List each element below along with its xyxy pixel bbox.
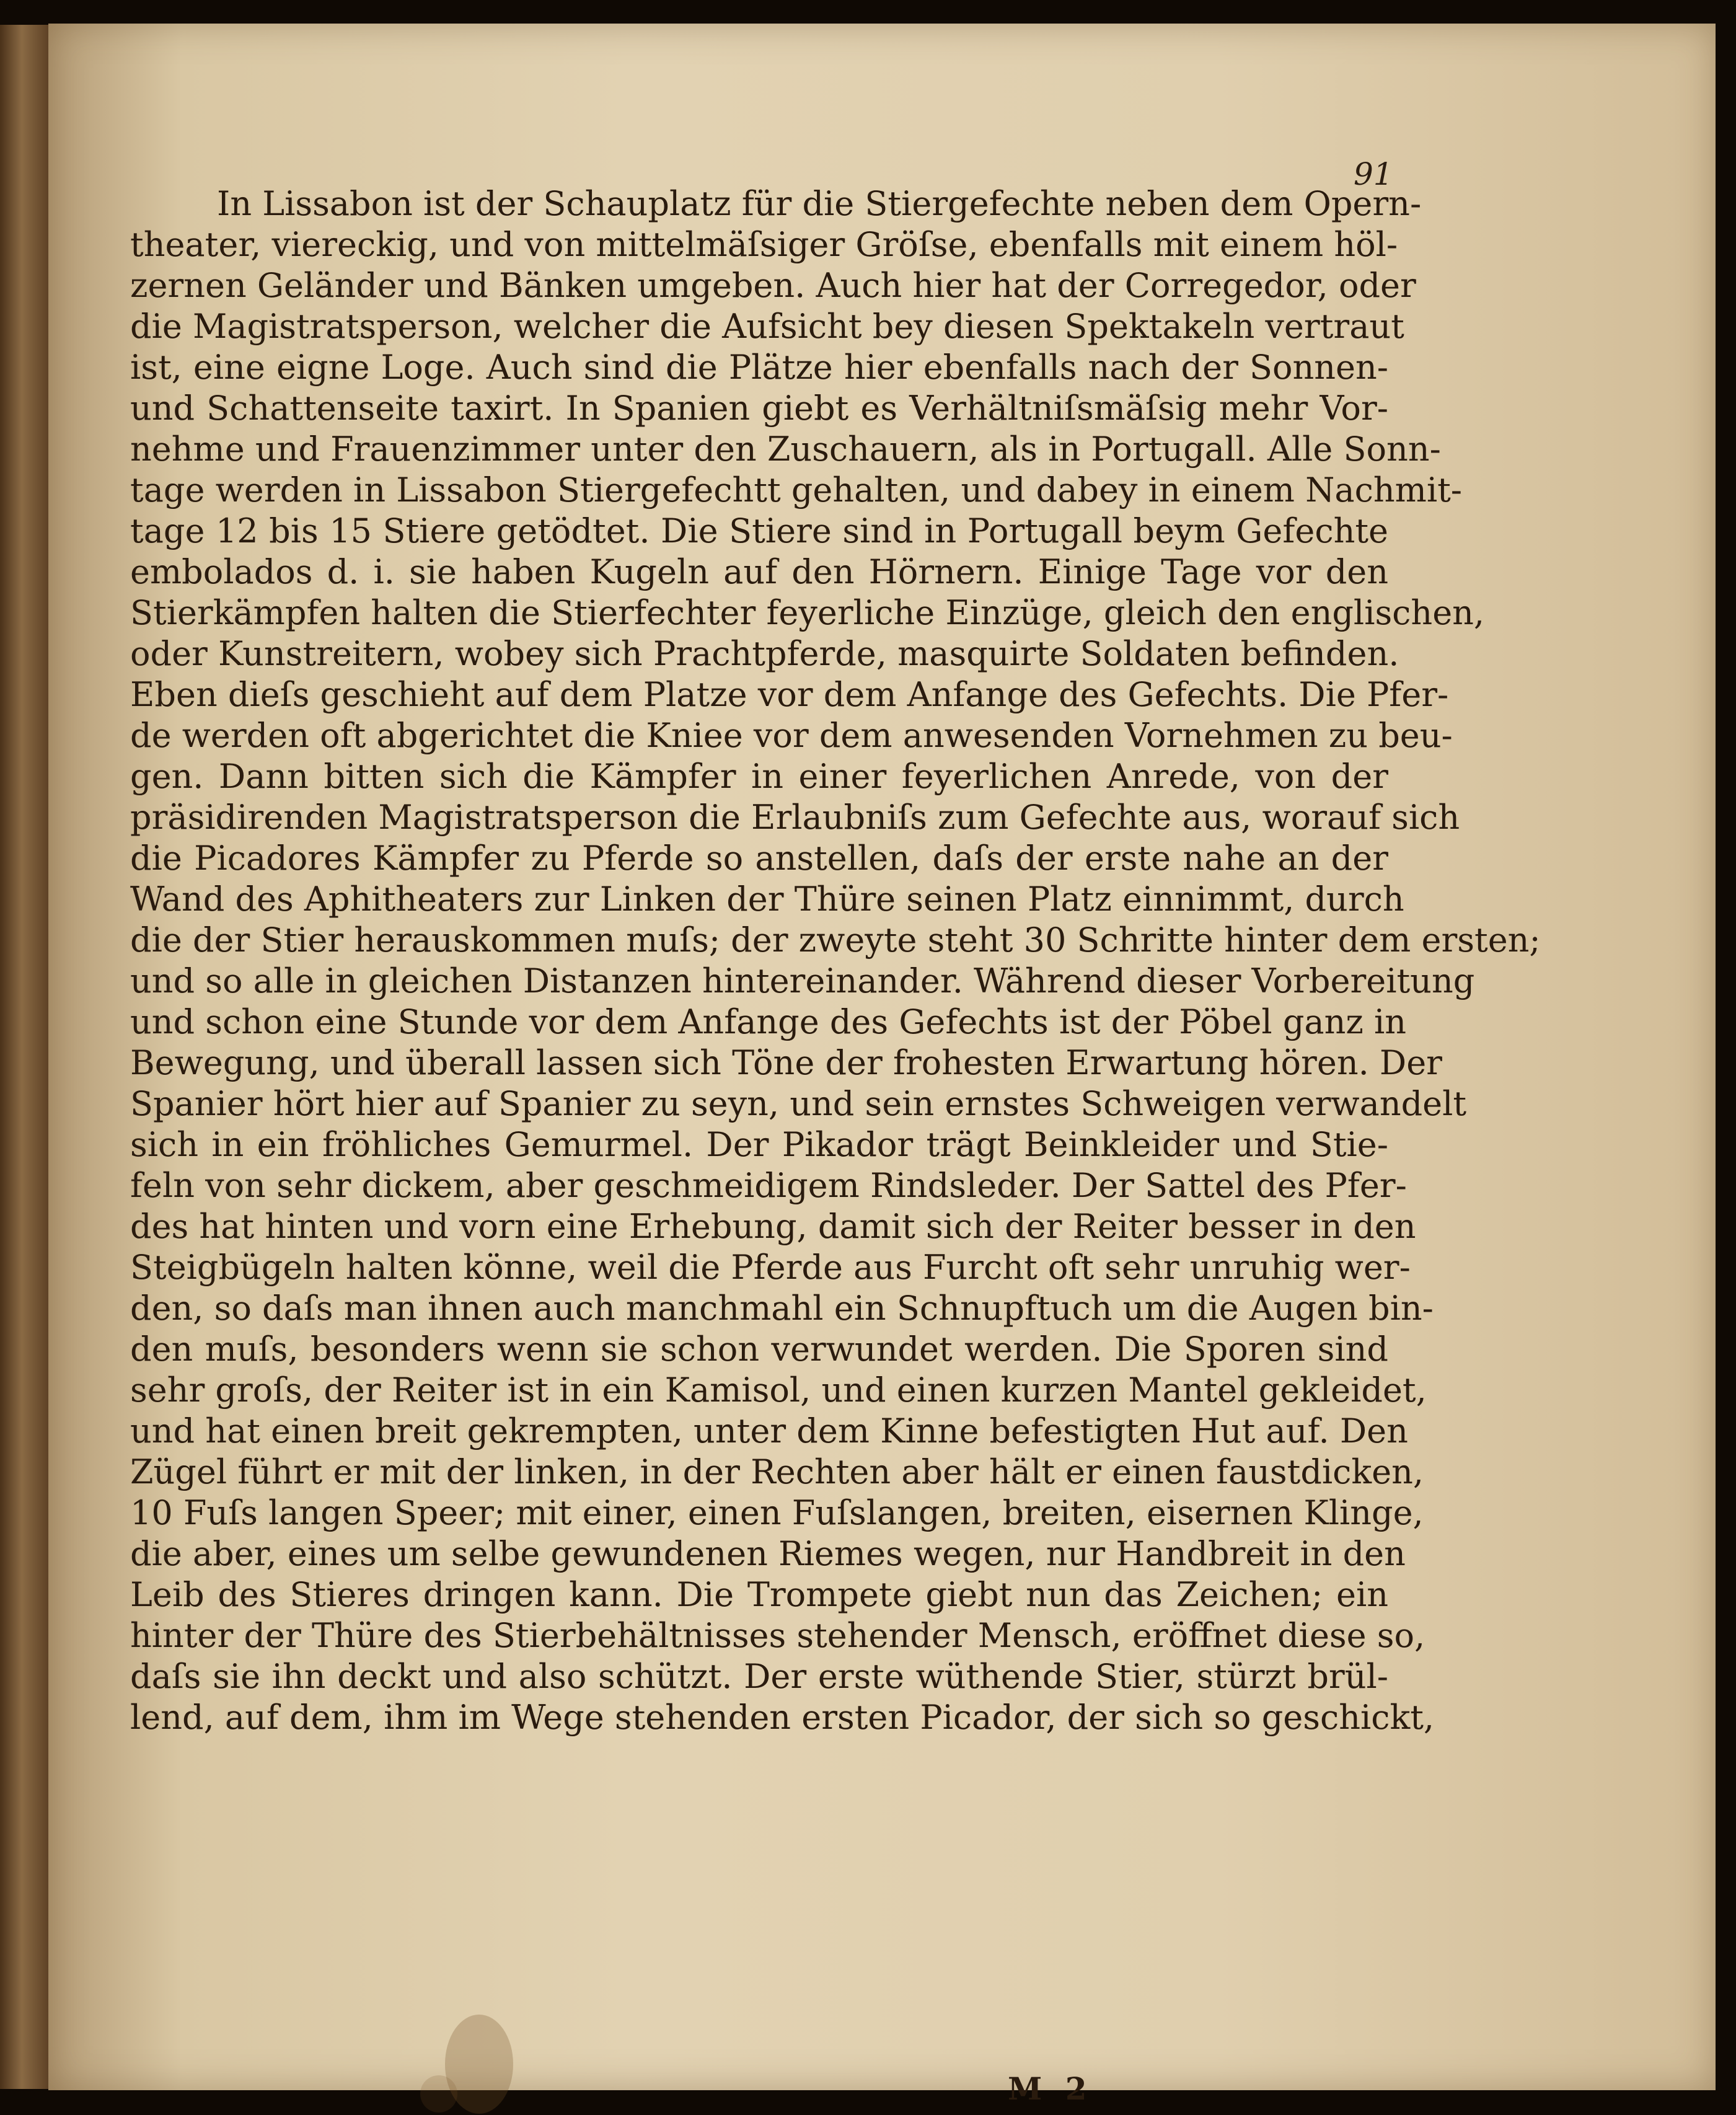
- text-line: ist, eine eigne Loge. Auch sind die Plätze hier ebenfalls nach der Sonnen-: [130, 348, 1388, 387]
- text-line: die Magistratsperson, welcher die Aufsicht bey diesen Spektakeln vertraut: [130, 307, 1404, 346]
- text-line: und schon eine Stunde vor dem Anfange des Gefechts ist der Pöbel ganz in: [130, 1002, 1407, 1041]
- page-number: 91: [1354, 156, 1393, 192]
- text-line: Eben dieſs geschieht auf dem Platze vor dem Anfange des Gefechts. Die Pfer-: [130, 675, 1449, 714]
- text-line: feln von sehr dickem, aber geschmeidigem Rindsleder. Der Sattel des Pfer-: [130, 1166, 1407, 1205]
- text-line: tage werden in Lissabon Stiergefechtt gehalten, und dabey in einem Nachmit-: [130, 470, 1463, 510]
- text-line: den muſs, besonders wenn sie schon verwundet werden. Die Sporen sind: [130, 1330, 1388, 1369]
- text-line: gen. Dann bitten sich die Kämpfer in einer feyerlichen Anrede, von der: [130, 757, 1388, 796]
- text-line: Spanier hört hier auf Spanier zu seyn, und sein ernstes Schweigen verwandelt: [130, 1084, 1467, 1123]
- text-line: Leib des Stieres dringen kann. Die Trompete giebt nun das Zeichen; ein: [130, 1575, 1388, 1614]
- text-line: Steigbügeln halten könne, weil die Pferde aus Furcht oft sehr unruhig wer-: [130, 1248, 1411, 1287]
- text-line: Wand des Aphitheaters zur Linken der Thüre seinen Platz einnimmt, durch: [130, 880, 1404, 919]
- text-line: präsidirenden Magistratsperson die Erlaubniſs zum Gefechte aus, worauf sich: [130, 798, 1460, 837]
- text-line: Stierkämpfen halten die Stierfechter feyerliche Einzüge, gleich den englischen,: [130, 593, 1485, 632]
- text-line: des hat hinten und vorn eine Erhebung, damit sich der Reiter besser in den: [130, 1207, 1416, 1246]
- text-line: und hat einen breit gekrempten, unter dem Kinne befestigten Hut auf. Den: [130, 1411, 1408, 1450]
- text-line: den, so daſs man ihnen auch manchmahl ein Schnupftuch um die Augen bin-: [130, 1289, 1434, 1328]
- left-page-edge: [0, 25, 48, 2089]
- printer-signature: M 2: [1008, 2070, 1093, 2107]
- text-line: zernen Geländer und Bänken umgeben. Auch hier hat der Corregedor, oder: [130, 266, 1416, 305]
- text-line: und so alle in gleichen Distanzen hintereinander. Während dieser Vorbereitung: [130, 961, 1475, 1000]
- text-line: die Picadores Kämpfer zu Pferde so anstellen, daſs der erste nahe an der: [130, 839, 1388, 878]
- text-line: de werden oft abgerichtet die Kniee vor dem anwesenden Vornehmen zu beu-: [130, 716, 1453, 755]
- text-line: embolados d. i. sie haben Kugeln auf den Hörnern. Einige Tage vor den: [130, 552, 1388, 591]
- body-text: [130, 183, 1541, 1738]
- text-line: nehme und Frauenzimmer unter den Zuschauern, als in Portugall. Alle Sonn-: [130, 430, 1441, 469]
- text-line: lend, auf dem, ihm im Wege stehenden ersten Picador, der sich so geschickt,: [130, 1698, 1435, 1737]
- text-line: 10 Fuſs langen Speer; mit einer, einen Fuſslangen, breiten, eisernen Klinge,: [130, 1493, 1424, 1532]
- text-line: theater, viereckig, und von mittelmäſsiger Gröſse, ebenfalls mit einem höl-: [130, 225, 1398, 264]
- text-line: Zügel führt er mit der linken, in der Rechten aber hält er einen faustdicken,: [130, 1452, 1424, 1491]
- text-line: tage 12 bis 15 Stiere getödtet. Die Stiere sind in Portugall beym Gefechte: [130, 511, 1388, 550]
- text-line: In Lissabon ist der Schauplatz für die Stiergefechte neben dem Opern-: [217, 184, 1422, 223]
- paper-stain: [420, 2075, 457, 2113]
- text-line: daſs sie ihn deckt und also schützt. Der erste wüthende Stier, stürzt brül-: [130, 1657, 1388, 1696]
- text-line: Bewegung, und überall lassen sich Töne der frohesten Erwartung hören. Der: [130, 1043, 1442, 1082]
- text-line: die aber, eines um selbe gewundenen Riemes wegen, nur Handbreit in den: [130, 1534, 1406, 1573]
- text-line: die der Stier herauskommen muſs; der zweyte steht 30 Schritte hinter dem ersten;: [130, 921, 1541, 960]
- text-line: sich in ein fröhliches Gemurmel. Der Pikador trägt Beinkleider und Stie-: [130, 1125, 1388, 1164]
- text-line: hinter der Thüre des Stierbehältnisses stehender Mensch, eröffnet diese so,: [130, 1616, 1425, 1655]
- text-line: oder Kunstreitern, wobey sich Prachtpferde, masquirte Soldaten befinden.: [130, 634, 1399, 673]
- text-line: und Schattenseite taxirt. In Spanien giebt es Verhältniſsmäſsig mehr Vor-: [130, 389, 1388, 428]
- text-line: sehr groſs, der Reiter ist in ein Kamisol, und einen kurzen Mantel gekleidet,: [130, 1371, 1427, 1410]
